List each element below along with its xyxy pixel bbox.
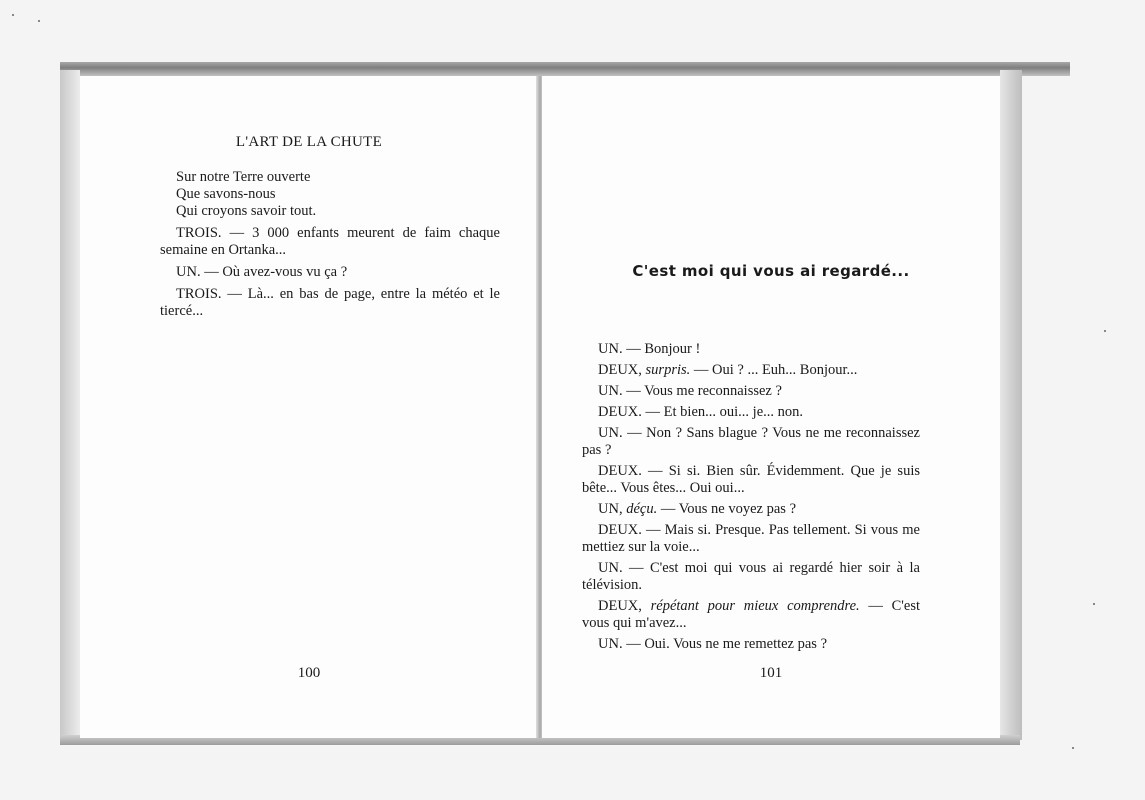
scan-speck xyxy=(1072,747,1074,749)
left-text-block xyxy=(160,169,500,320)
right-text-block xyxy=(582,337,920,653)
scan-speck xyxy=(38,20,40,22)
verse-line: Qui croyons savoir tout. xyxy=(176,203,317,219)
line-text: — Non ? Sans blague ? Vous ne me reconnaissez pas ? xyxy=(582,425,920,458)
dialogue-line xyxy=(582,636,920,653)
page-number: 101 xyxy=(759,665,783,681)
dialogue-line xyxy=(582,560,920,594)
line-text: — Oui. Vous ne me remettez pas ? xyxy=(622,636,828,652)
dialogue-line xyxy=(582,383,920,400)
left-page xyxy=(80,76,538,738)
line-text: — Où avez-vous vu ça ? xyxy=(200,264,348,280)
speaker: DEUX. xyxy=(598,463,642,479)
dialogue-line xyxy=(160,264,500,281)
stage-direction: surpris. xyxy=(641,362,691,378)
line-text: — Et bien... oui... je... non. xyxy=(641,404,803,420)
dialogue-line xyxy=(582,341,920,358)
scan-speck xyxy=(1104,330,1106,332)
dialogue-line xyxy=(582,404,920,421)
dialogue-line xyxy=(582,522,920,556)
scan-speck xyxy=(12,14,14,16)
speaker: UN. xyxy=(176,264,201,280)
line-text: — 3 000 enfants meurent de faim chaque semaine en Ortanka... xyxy=(160,225,500,258)
verse-line: Que savons-nous xyxy=(176,186,276,202)
line-text: — Oui ? ... Euh... Bonjour... xyxy=(690,362,858,378)
running-head: L'ART DE LA CHUTE xyxy=(235,134,383,150)
speaker: UN. xyxy=(598,425,623,441)
speaker: DEUX. xyxy=(598,522,642,538)
right-page xyxy=(542,76,1000,738)
scan-speck xyxy=(1093,603,1095,605)
speaker: UN, xyxy=(598,501,623,517)
speaker: UN. xyxy=(598,383,623,399)
line-text: — C'est vous qui m'avez... xyxy=(582,598,920,631)
scan-edge-top xyxy=(60,62,1070,76)
page-number: 100 xyxy=(297,665,321,681)
speaker: TROIS. xyxy=(176,225,222,241)
line-text: — Si si. Bien sûr. Évidemment. Que je suis bête... Vous êtes... Oui oui... xyxy=(582,463,920,496)
dialogue-line xyxy=(582,501,920,518)
dialogue-line xyxy=(160,225,500,259)
line-text: — Mais si. Presque. Pas tellement. Si vous me mettiez sur la voie... xyxy=(582,522,920,555)
speaker: DEUX. xyxy=(598,404,642,420)
line-text: — C'est moi qui vous ai regardé hier soir à la télévision. xyxy=(582,560,920,593)
line-text: — Vous me reconnaissez ? xyxy=(622,383,782,399)
dialogue-line xyxy=(582,362,920,379)
stage-direction: déçu. xyxy=(622,501,658,517)
line-text: — Bonjour ! xyxy=(622,341,701,357)
speaker: UN. xyxy=(598,341,623,357)
line-text: — Là... en bas de page, entre la météo et le tiercé... xyxy=(160,286,500,319)
scan-edge-left xyxy=(60,70,80,745)
speaker: TROIS. xyxy=(176,286,222,302)
stage-direction: répétant pour mieux comprendre. xyxy=(641,598,860,614)
speaker: UN. xyxy=(598,636,623,652)
speaker: UN. xyxy=(598,560,623,576)
line-text: — Vous ne voyez pas ? xyxy=(657,501,797,517)
speaker: DEUX, xyxy=(598,362,642,378)
dialogue-line xyxy=(582,598,920,632)
dialogue-line xyxy=(582,463,920,497)
dialogue-line xyxy=(582,425,920,459)
chapter-title: C'est moi qui vous ai regardé... xyxy=(632,262,910,280)
speaker: DEUX, xyxy=(598,598,642,614)
dialogue-line xyxy=(160,286,500,320)
verse-line: Sur notre Terre ouverte xyxy=(176,169,311,185)
scan-edge-right xyxy=(1000,70,1022,740)
